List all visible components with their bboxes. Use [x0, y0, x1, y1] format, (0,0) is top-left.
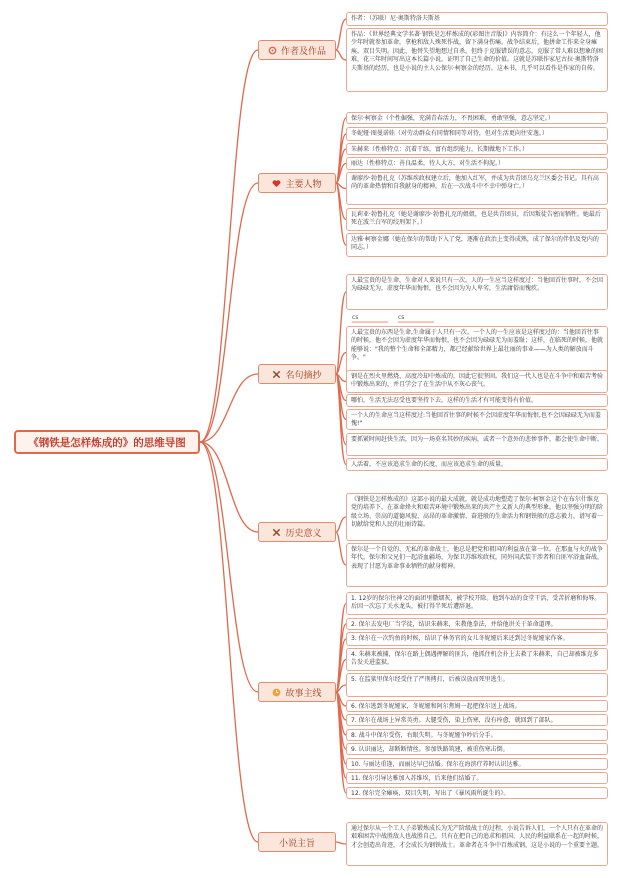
leaf-node[interactable]: 5. 在监狱里保尔经受住了严刑拷打，后被误放而死里逃生。 [346, 673, 608, 697]
heart-icon [272, 179, 281, 188]
leaf-node[interactable]: 6. 保尔逃到冬妮娅家，冬妮娅和阿尔焦姆一起把保尔送上战场。 [346, 700, 608, 712]
branch-leaf-link [336, 517, 346, 532]
leaf-node[interactable]: 1. 12岁的保尔往神父的面团里撒烟灰，被学校开除。他到车站的食堂干活，受苦折磨和侮辱。后因一次忘了关水龙头，被打得半死后遭辞退。 [346, 592, 608, 615]
leaf-node[interactable]: 朱赫来（性格特点：沉着干练，富有组织能力，长期做地下工作。） [346, 143, 608, 155]
tools-icon [272, 370, 281, 379]
leaf-node[interactable]: 10. 与丽达重逢，而丽达早已结婚。保尔在海滨疗养时认识达雅。 [346, 758, 608, 770]
leaf-node[interactable]: 人最宝贵的东西是生命,生命属于人只有一次。一个人的一生应该是这样度过的：当他回首往事的时候，他不会因为虚度年华而悔恨，也不会因为碌碌无为而羞耻；这样，在临死的时候，他就能够说："我的整个生命和全部精力，都已经献给世界上最壮丽的事业——为人类的解放而斗争。" [346, 326, 608, 379]
root-branch-link [200, 442, 258, 692]
branch-leaf-link [336, 842, 346, 844]
leaf-node[interactable]: 《钢铁是怎样炼成的》这部小说的最大成就，就是成功地塑造了保尔·柯察金这个在布尔什维克党的培养下，在革命烽火和艰苦环境中锻炼出来的共产主义新人的典型形象。他以坚强分明的阶级立场、崇高的道德风貌、高昂的革命激情、奋进般的生命活力和钢铁般的意志毅力，谱写着一切献给党和人民的壮丽诗篇。 [346, 493, 608, 541]
leaf-node[interactable]: 2. 保尔去发电厂当学徒，结识朱赫来，朱教他拳法，并给他讲关于革命道理。 [346, 618, 608, 630]
leaf-node[interactable]: 冬妮娅·图曼诺娃（对劳动群众有同情和同等对待，但对生活更向往安逸。） [346, 127, 608, 141]
leaf-node[interactable]: 达雅·柯察金娜（她在保尔的帮助下入了党，逐渐在政治上变得成熟，成了保尔的伴侣及党内的同志。） [346, 233, 608, 257]
target-icon [268, 46, 277, 55]
leaf-node[interactable]: 要抓紧时间赶快生活，因为一场莫名其妙的疾病，或者一个意外的悲惨事件，都会使生命中断。 [346, 433, 608, 456]
leaf-node[interactable]: 钢是在烈火里燃烧、高度冷却中炼成的，因此它很坚固。我们这一代人也是在斗争中和艰苦考验中锻炼出来的，并且学会了在生活中从不灰心丧气。 [346, 370, 608, 393]
leaf-node[interactable]: 丽达（性格特点：善良温柔，待人大方，对生活不拘泥。） [346, 157, 608, 170]
branch-label: 主要人物 [285, 179, 322, 190]
leaf-node[interactable]: 谢廖沙·勃鲁扎克（苏维埃政权建立后，他加入红军，并成为共青团乌克兰区委会书记。具有高尚的革命热情和自我献身的精神，后在一次战斗中不幸中弹身亡。） [346, 172, 608, 205]
leaf-node[interactable]: 12. 保尔完全瘫痪，双目失明，写出了《暴风雨所诞生的》。 [346, 787, 608, 799]
branch-label: 小说主旨 [278, 838, 315, 849]
leaf-node[interactable]: 作者：（苏联）尼·奥斯特洛夫斯基 [346, 12, 608, 26]
leaf-node[interactable]: 4. 朱赫来被捕，保尔在路上偶遇押解的匪兵，他抓住机会扑上去救了朱赫来，自己却被维克多告发关进监狱。 [346, 648, 608, 671]
branch-5[interactable] [258, 682, 336, 702]
branch-label: 历史意义 [285, 528, 322, 539]
leaf-node[interactable]: 一个人的生命应当这样度过:当他回首往事的时候不会因虚度年华而悔恨,也不会因碌碌无为而羞愧!" [346, 409, 608, 430]
branch-leaf-link [336, 532, 346, 565]
leaf-node[interactable]: 保尔是一个自觉的、无私的革命战士，他总是把党和祖国的利益放在第一位。在那血与火的战争年代，保尔和父兄们一起浴血疆场，为保卫苏维埃政权，同外国武装干涉者和白匪军浴血奋战，表现了甘愿为革命事业牺牲的献身精神。 [346, 543, 608, 587]
branch-3[interactable] [258, 364, 336, 384]
branch-4[interactable] [258, 522, 336, 542]
root-branch-link [200, 442, 258, 842]
branch-leaf-link [336, 183, 346, 245]
leaf-node[interactable]: 8. 战斗中保尔受伤，右眼失明。与冬妮娅争吵后分手。 [346, 729, 608, 741]
branch-label: 故事主线 [285, 688, 322, 699]
branch-2[interactable] [258, 173, 336, 193]
branch-6[interactable] [258, 832, 336, 852]
leaf-node[interactable]: 人最宝贵的是生命，生命对人来说只有一次。人的一生应当这样度过：当他回首往事时，不会因为碌碌无为，虚度年华而悔恨，也不会因为为人卑劣，生活庸俗而愧疚。 [346, 274, 608, 310]
cs-label: cs [398, 314, 405, 321]
root-branch-link [200, 183, 258, 442]
branch-1[interactable] [258, 40, 336, 60]
branch-leaf-link [336, 19, 346, 50]
leaf-node[interactable]: 通过保尔从一个工人子弟锻炼成长为无产阶级战士的过程，小说告诉人们，一个人只有在革命的艰难困苦中战胜敌人也战胜自己，只有在把自己的追求和祖国、人民的利益联系在一起的时候，才会创造出奇迹，才会成长为钢铁战士。革命者在斗争中百炼成钢，这是小说的一个重要主题。 [346, 822, 608, 866]
tools-icon [272, 528, 281, 537]
branch-leaf-link [336, 50, 346, 60]
root-branch-link [200, 50, 258, 442]
leaf-node[interactable]: 9. 认识丽达，却断断情丝。参加铁路筑建，被重伤寒击倒。 [346, 743, 608, 755]
clock-icon [272, 688, 281, 697]
leaf-node[interactable]: 保尔·柯察金（个性倔强，充满青春活力，不畏困难，勇敢坚强，意志坚定。） [346, 112, 608, 124]
branch-label: 作者及作品 [280, 46, 326, 57]
root-topic[interactable]: 《钢铁是怎样炼成的》的思维导图 [14, 430, 200, 454]
leaf-node[interactable]: 7. 保尔在战场上异常英勇。大腿受伤，染上伤寒，没有痊愈，就回到了部队。 [346, 714, 608, 726]
leaf-node[interactable]: 作品：《世界经典文学名著·钢铁是怎样炼成的(彩图注音版)》内容简介：有这么一个年轻人，他少年时就参加革命，拿枪和敌人殊死作战，留下满身伤痛。战争结束后，他拼命工作来全身瘫痪，双目失明。因此，他替失望地想过自杀，但终于克服错误的意志，克服了常人难以想象的困难，花三年时间写出这本长篇小说，证明了自己生命的价值。这就是苏联作家尼古拉·奥斯特洛夫斯基的经历，也是小说的主人公保尔·柯察金的经历。这本书，几乎可以看作是作家的自传。 [346, 28, 608, 92]
leaf-node[interactable]: 3. 保尔在一次钓鱼的时候，结识了林务官的女儿冬妮娅后来还到过冬妮娅家作客。 [346, 632, 608, 646]
cs-label: cs [352, 314, 359, 321]
leaf-node[interactable]: 11. 保尔引导达雅加入苏维埃，后来他们结婚了。 [346, 772, 608, 784]
leaf-node[interactable]: 人活着，不应该追求生命的长度，而应该追求生命的质量。 [346, 458, 608, 471]
leaf-node[interactable]: 瓦莉亚·勃鲁扎克（她是谢廖沙·勃鲁扎克的姐姐，也是共青团员，后因叛徒告密而牺牲。她最后死在波兰白军的绞刑架下。） [346, 208, 608, 231]
leaf-node[interactable]: 哪怕，生活无法忍受也要坚持下去，这样的生活才有可能变得有价值。 [346, 394, 608, 407]
branch-label: 名句摘抄 [285, 370, 322, 381]
